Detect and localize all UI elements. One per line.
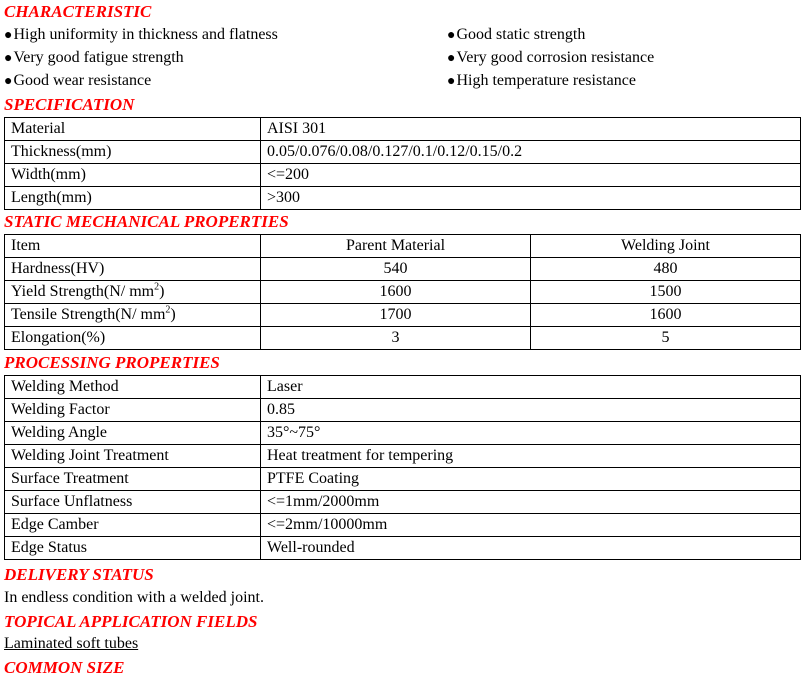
process-value: <=2mm/10000mm <box>261 514 801 537</box>
process-label: Surface Treatment <box>5 468 261 491</box>
property-label: Elongation(%) <box>5 327 261 350</box>
joint-value: 5 <box>531 327 801 350</box>
characteristic-text: Good wear resistance <box>13 72 152 89</box>
table-row <box>5 118 801 141</box>
parent-value: 1700 <box>261 304 531 327</box>
header-welding-joint: Welding Joint <box>531 235 801 258</box>
characteristic-item <box>4 73 151 89</box>
table-row <box>5 141 801 164</box>
table-row <box>5 187 801 210</box>
process-label: Surface Unflatness <box>5 491 261 514</box>
process-label: Edge Status <box>5 537 261 560</box>
heading-processing: PROCESSING PROPERTIES <box>4 353 220 372</box>
process-label: Edge Camber <box>5 514 261 537</box>
table-row <box>5 468 801 491</box>
joint-value: 1500 <box>531 281 801 304</box>
heading-delivery-status: DELIVERY STATUS <box>4 565 154 584</box>
process-label: Welding Joint Treatment <box>5 445 261 468</box>
bullet-icon: ● <box>4 51 13 66</box>
characteristic-item <box>4 50 184 66</box>
header-parent-material: Parent Material <box>261 235 531 258</box>
spec-label: Length(mm) <box>5 187 261 210</box>
property-label: Tensile Strength(N/ $mm^2$) <box>5 304 261 327</box>
bullet-icon: ● <box>4 28 13 43</box>
joint-value: 480 <box>531 258 801 281</box>
processing-table <box>4 375 801 560</box>
bullet-icon: ● <box>447 74 456 89</box>
spec-value: AISI 301 <box>261 118 801 141</box>
table-row <box>5 491 801 514</box>
heading-topical-application: TOPICAL APPLICATION FIELDS <box>4 612 258 631</box>
parent-value: 3 <box>261 327 531 350</box>
spec-value: <=200 <box>261 164 801 187</box>
table-row <box>5 514 801 537</box>
property-label: Hardness(HV) <box>5 258 261 281</box>
table-row <box>5 445 801 468</box>
table-row <box>5 304 801 327</box>
characteristic-text: High temperature resistance <box>456 72 636 89</box>
table-row <box>5 164 801 187</box>
table-row <box>5 399 801 422</box>
characteristic-item <box>447 73 636 89</box>
parent-value: 540 <box>261 258 531 281</box>
bullet-icon: ● <box>4 74 13 89</box>
header-item: Item <box>5 235 261 258</box>
process-value: Well-rounded <box>261 537 801 560</box>
process-value: Heat treatment for tempering <box>261 445 801 468</box>
process-value: 35°~75° <box>261 422 801 445</box>
heading-specification: SPECIFICATION <box>4 95 135 114</box>
process-label: Welding Factor <box>5 399 261 422</box>
table-header-row <box>5 235 801 258</box>
table-row <box>5 258 801 281</box>
heading-characteristic: CHARACTERISTIC <box>4 2 152 21</box>
specification-table <box>4 117 801 210</box>
parent-value: 1600 <box>261 281 531 304</box>
characteristic-text: Very good corrosion resistance <box>456 49 655 66</box>
table-row <box>5 327 801 350</box>
process-value: Laser <box>261 376 801 399</box>
static-mechanical-table <box>4 234 801 350</box>
property-label: Yield Strength(N/ $mm^2$) <box>5 281 261 304</box>
characteristic-item <box>4 27 278 43</box>
process-value: <=1mm/2000mm <box>261 491 801 514</box>
heading-common-size: COMMON SIZE <box>4 658 125 677</box>
heading-static-mechanical: STATIC MECHANICAL PROPERTIES <box>4 212 289 231</box>
spec-label: Width(mm) <box>5 164 261 187</box>
spec-label: Material <box>5 118 261 141</box>
characteristic-text: High uniformity in thickness and flatness <box>13 26 278 43</box>
process-label: Welding Method <box>5 376 261 399</box>
spec-value: 0.05/0.076/0.08/0.127/0.1/0.12/0.15/0.2 <box>261 141 801 164</box>
table-row <box>5 537 801 560</box>
spec-value: >300 <box>261 187 801 210</box>
delivery-text: In endless condition with a welded joint. <box>4 589 264 606</box>
characteristic-text: Very good fatigue strength <box>13 49 184 66</box>
characteristic-item <box>447 50 654 66</box>
process-value: 0.85 <box>261 399 801 422</box>
characteristic-text: Good static strength <box>456 26 586 43</box>
table-row <box>5 422 801 445</box>
joint-value: 1600 <box>531 304 801 327</box>
bullet-icon: ● <box>447 51 456 66</box>
bullet-icon: ● <box>447 28 456 43</box>
characteristic-item <box>447 27 585 43</box>
process-label: Welding Angle <box>5 422 261 445</box>
topical-link[interactable]: Laminated soft tubes <box>4 635 139 652</box>
process-value: PTFE Coating <box>261 468 801 491</box>
table-row <box>5 376 801 399</box>
spec-label: Thickness(mm) <box>5 141 261 164</box>
table-row <box>5 281 801 304</box>
